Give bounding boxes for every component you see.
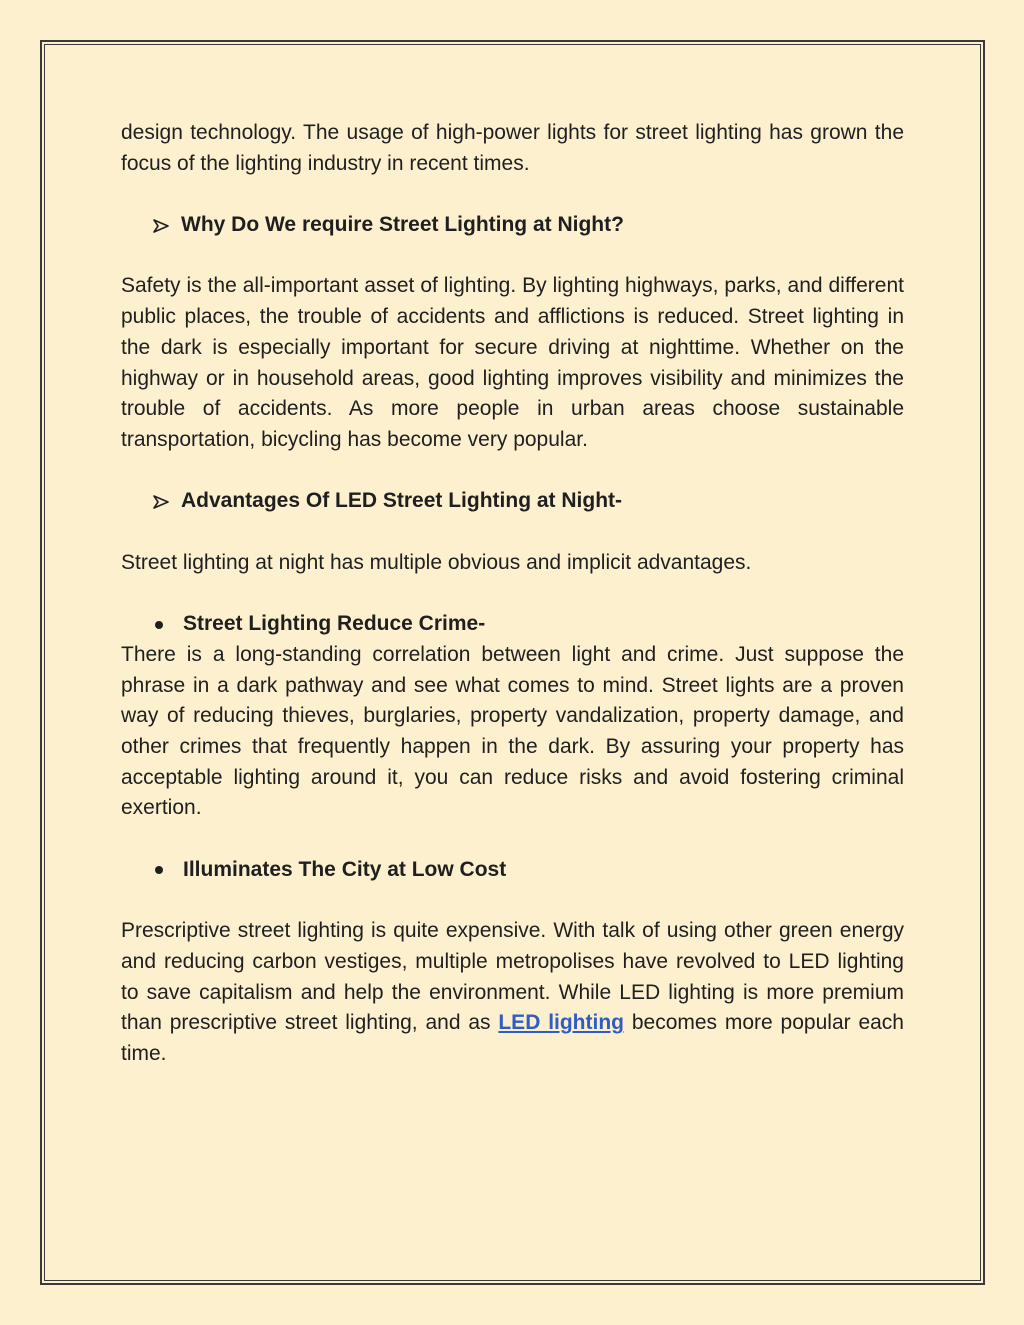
spacer: [121, 885, 904, 916]
spacer: [121, 456, 904, 487]
heading-text: Illuminates The City at Low Cost: [183, 857, 507, 881]
spacer: [121, 578, 904, 609]
heading-text: Advantages Of LED Street Lighting at Night-: [181, 489, 623, 513]
heading-text: Street Lighting Reduce Crime-: [183, 612, 486, 636]
crime-paragraph: There is a long-standing correlation between light and crime. Just suppose the phrase in a dark pathway and see what comes to mind. Street lights are a proven way of reducing thieves, burglaries, property vandalization, property damage, and other crimes that frequently happen in the dark. By assuring your property has acceptable lighting around it, you can reduce risks and avoid fostering criminal exertion.: [121, 642, 904, 820]
spacer: [121, 824, 904, 855]
dot-bullet-icon: [155, 866, 163, 874]
heading-advantages: [153, 486, 904, 517]
spacer: [121, 179, 904, 210]
arrow-bullet-icon: [153, 210, 181, 241]
spacer: [121, 517, 904, 548]
led-lighting-link[interactable]: LED lighting: [498, 1011, 624, 1035]
safety-paragraph: Safety is the all-important asset of lighting. By lighting highways, parks, and different public places, the trouble of accidents and afflictions is reduced. Street lighting in the dark is especially important for secure driving at nighttime. Whether on the highway or in household areas, good lighting improves visibility and minimizes the trouble of accidents. As more people in urban areas choose sustainable transportation, bicycling has become very popular.: [121, 274, 904, 451]
dot-bullet-icon: [155, 621, 163, 629]
cost-paragraph: [121, 916, 904, 1070]
spacer: [121, 241, 904, 272]
heading-text: Why Do We require Street Lighting at Night?: [181, 213, 624, 237]
heading-low-cost: [153, 855, 904, 886]
intro-paragraph: design technology. The usage of high-power lights for street lighting has grown the focus of the lighting industry in recent times.: [121, 121, 904, 175]
cost-text-after-link: becomes more popular each time.: [121, 1011, 904, 1065]
document-body: [121, 118, 904, 1070]
cost-text-before-link: Prescriptive street lighting is quite expensive. With talk of using other green energy and reducing carbon vestiges, multiple metropolises have revolved to LED lighting to save capitalism and help the environment. While LED lighting is more premium than prescriptive street lighting, and as: [121, 919, 904, 1035]
advantages-intro-paragraph: Street lighting at night has multiple obvious and implicit advantages.: [121, 550, 752, 574]
arrow-bullet-icon: [153, 486, 181, 517]
heading-why-street-lighting: [153, 210, 904, 241]
heading-reduce-crime: [153, 609, 904, 640]
